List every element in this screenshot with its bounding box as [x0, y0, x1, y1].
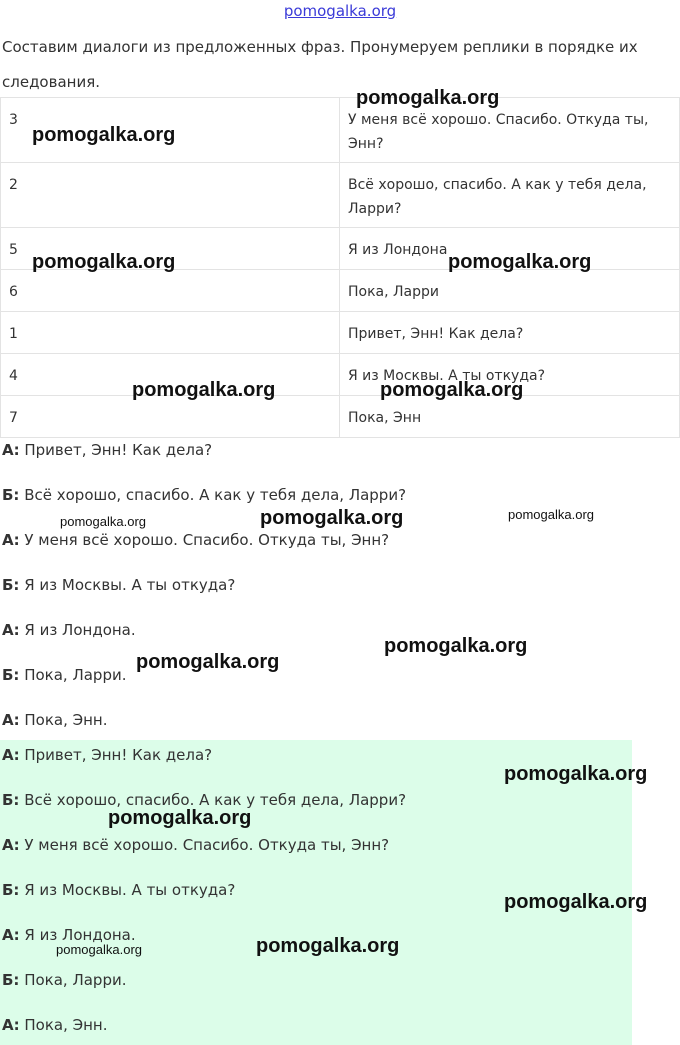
line-text: Я из Лондона. [19, 621, 136, 639]
speaker: Б: [2, 881, 20, 899]
dialog-line [2, 666, 126, 684]
dialog-line [2, 576, 235, 594]
site-link[interactable]: pomogalka.org [283, 2, 397, 20]
watermark: pomogalka.org [448, 251, 592, 273]
row-phrase: Привет, Энн! Как дела? [340, 312, 680, 354]
speaker: А: [2, 746, 20, 764]
dialog-line [2, 711, 107, 729]
watermark: pomogalka.org [60, 514, 146, 529]
speaker: А: [2, 711, 20, 729]
line-text: Пока, Ларри. [19, 666, 127, 684]
speaker: А: [2, 836, 20, 854]
dialog-plain [0, 438, 632, 738]
row-phrase: Всё хорошо, спасибо. А как у тебя дела, Ларри? [340, 163, 680, 228]
dialog-line [2, 531, 389, 549]
row-phrase: Пока, Ларри [340, 270, 680, 312]
line-text: Я из Москвы. А ты откуда? [19, 576, 236, 594]
row-phrase: У меня всё хорошо. Спасибо. Откуда ты, Энн? [340, 98, 680, 163]
speaker: Б: [2, 576, 20, 594]
watermark: pomogalka.org [508, 507, 594, 522]
watermark: pomogalka.org [504, 891, 648, 913]
watermark: pomogalka.org [504, 763, 648, 785]
dialog-line [2, 441, 212, 459]
row-number: 7 [1, 396, 340, 438]
row-phrase: Я из Лондона [340, 228, 680, 270]
line-text: Я из Лондона. [19, 926, 136, 944]
watermark: pomogalka.org [256, 935, 400, 957]
row-number: 4 [1, 354, 340, 396]
table-row [1, 270, 680, 312]
watermark: pomogalka.org [384, 635, 528, 657]
line-text: У меня всё хорошо. Спасибо. Откуда ты, Энн? [19, 531, 390, 549]
watermark: pomogalka.org [260, 507, 404, 529]
line-text: Пока, Энн. [19, 711, 108, 729]
speaker: А: [2, 621, 20, 639]
line-text: Я из Москвы. А ты откуда? [19, 881, 236, 899]
row-number: 5 [1, 228, 340, 270]
watermark: pomogalka.org [56, 942, 142, 957]
table-row [1, 396, 680, 438]
line-text: Привет, Энн! Как дела? [19, 746, 213, 764]
row-phrase: Я из Москвы. А ты откуда? [340, 354, 680, 396]
speaker: А: [2, 441, 20, 459]
dialog-line [2, 881, 235, 899]
row-number: 2 [1, 163, 340, 228]
dialog-line [2, 621, 136, 639]
row-phrase: Пока, Энн [340, 396, 680, 438]
table-row [1, 354, 680, 396]
speaker: Б: [2, 791, 20, 809]
dialog-line [2, 836, 389, 854]
row-number: 1 [1, 312, 340, 354]
line-text: Всё хорошо, спасибо. А как у тебя дела, Ларри? [19, 791, 407, 809]
task-intro: Составим диалоги из предложенных фраз. Пронумеруем реплики в порядке их следования. [2, 38, 638, 91]
speaker: А: [2, 531, 20, 549]
dialog-line [2, 486, 406, 504]
speaker: Б: [2, 486, 20, 504]
table-row [1, 163, 680, 228]
watermark: pomogalka.org [32, 251, 176, 273]
watermark: pomogalka.org [32, 124, 176, 146]
dialog-line [2, 1016, 107, 1034]
line-text: У меня всё хорошо. Спасибо. Откуда ты, Энн? [19, 836, 390, 854]
line-text: Пока, Энн. [19, 1016, 108, 1034]
speaker: А: [2, 1016, 20, 1034]
table-row [1, 312, 680, 354]
row-number: 6 [1, 270, 340, 312]
speaker: Б: [2, 666, 20, 684]
line-text: Привет, Энн! Как дела? [19, 441, 213, 459]
watermark: pomogalka.org [108, 807, 252, 829]
speaker: А: [2, 926, 20, 944]
dialog-line [2, 746, 212, 764]
watermark: pomogalka.org [356, 87, 500, 109]
line-text: Пока, Ларри. [19, 971, 127, 989]
watermark: pomogalka.org [380, 379, 524, 401]
dialog-line [2, 971, 126, 989]
row-number: 3 [1, 98, 340, 163]
watermark: pomogalka.org [136, 651, 280, 673]
speaker: Б: [2, 971, 20, 989]
watermark: pomogalka.org [132, 379, 276, 401]
line-text: Всё хорошо, спасибо. А как у тебя дела, Ларри? [19, 486, 407, 504]
